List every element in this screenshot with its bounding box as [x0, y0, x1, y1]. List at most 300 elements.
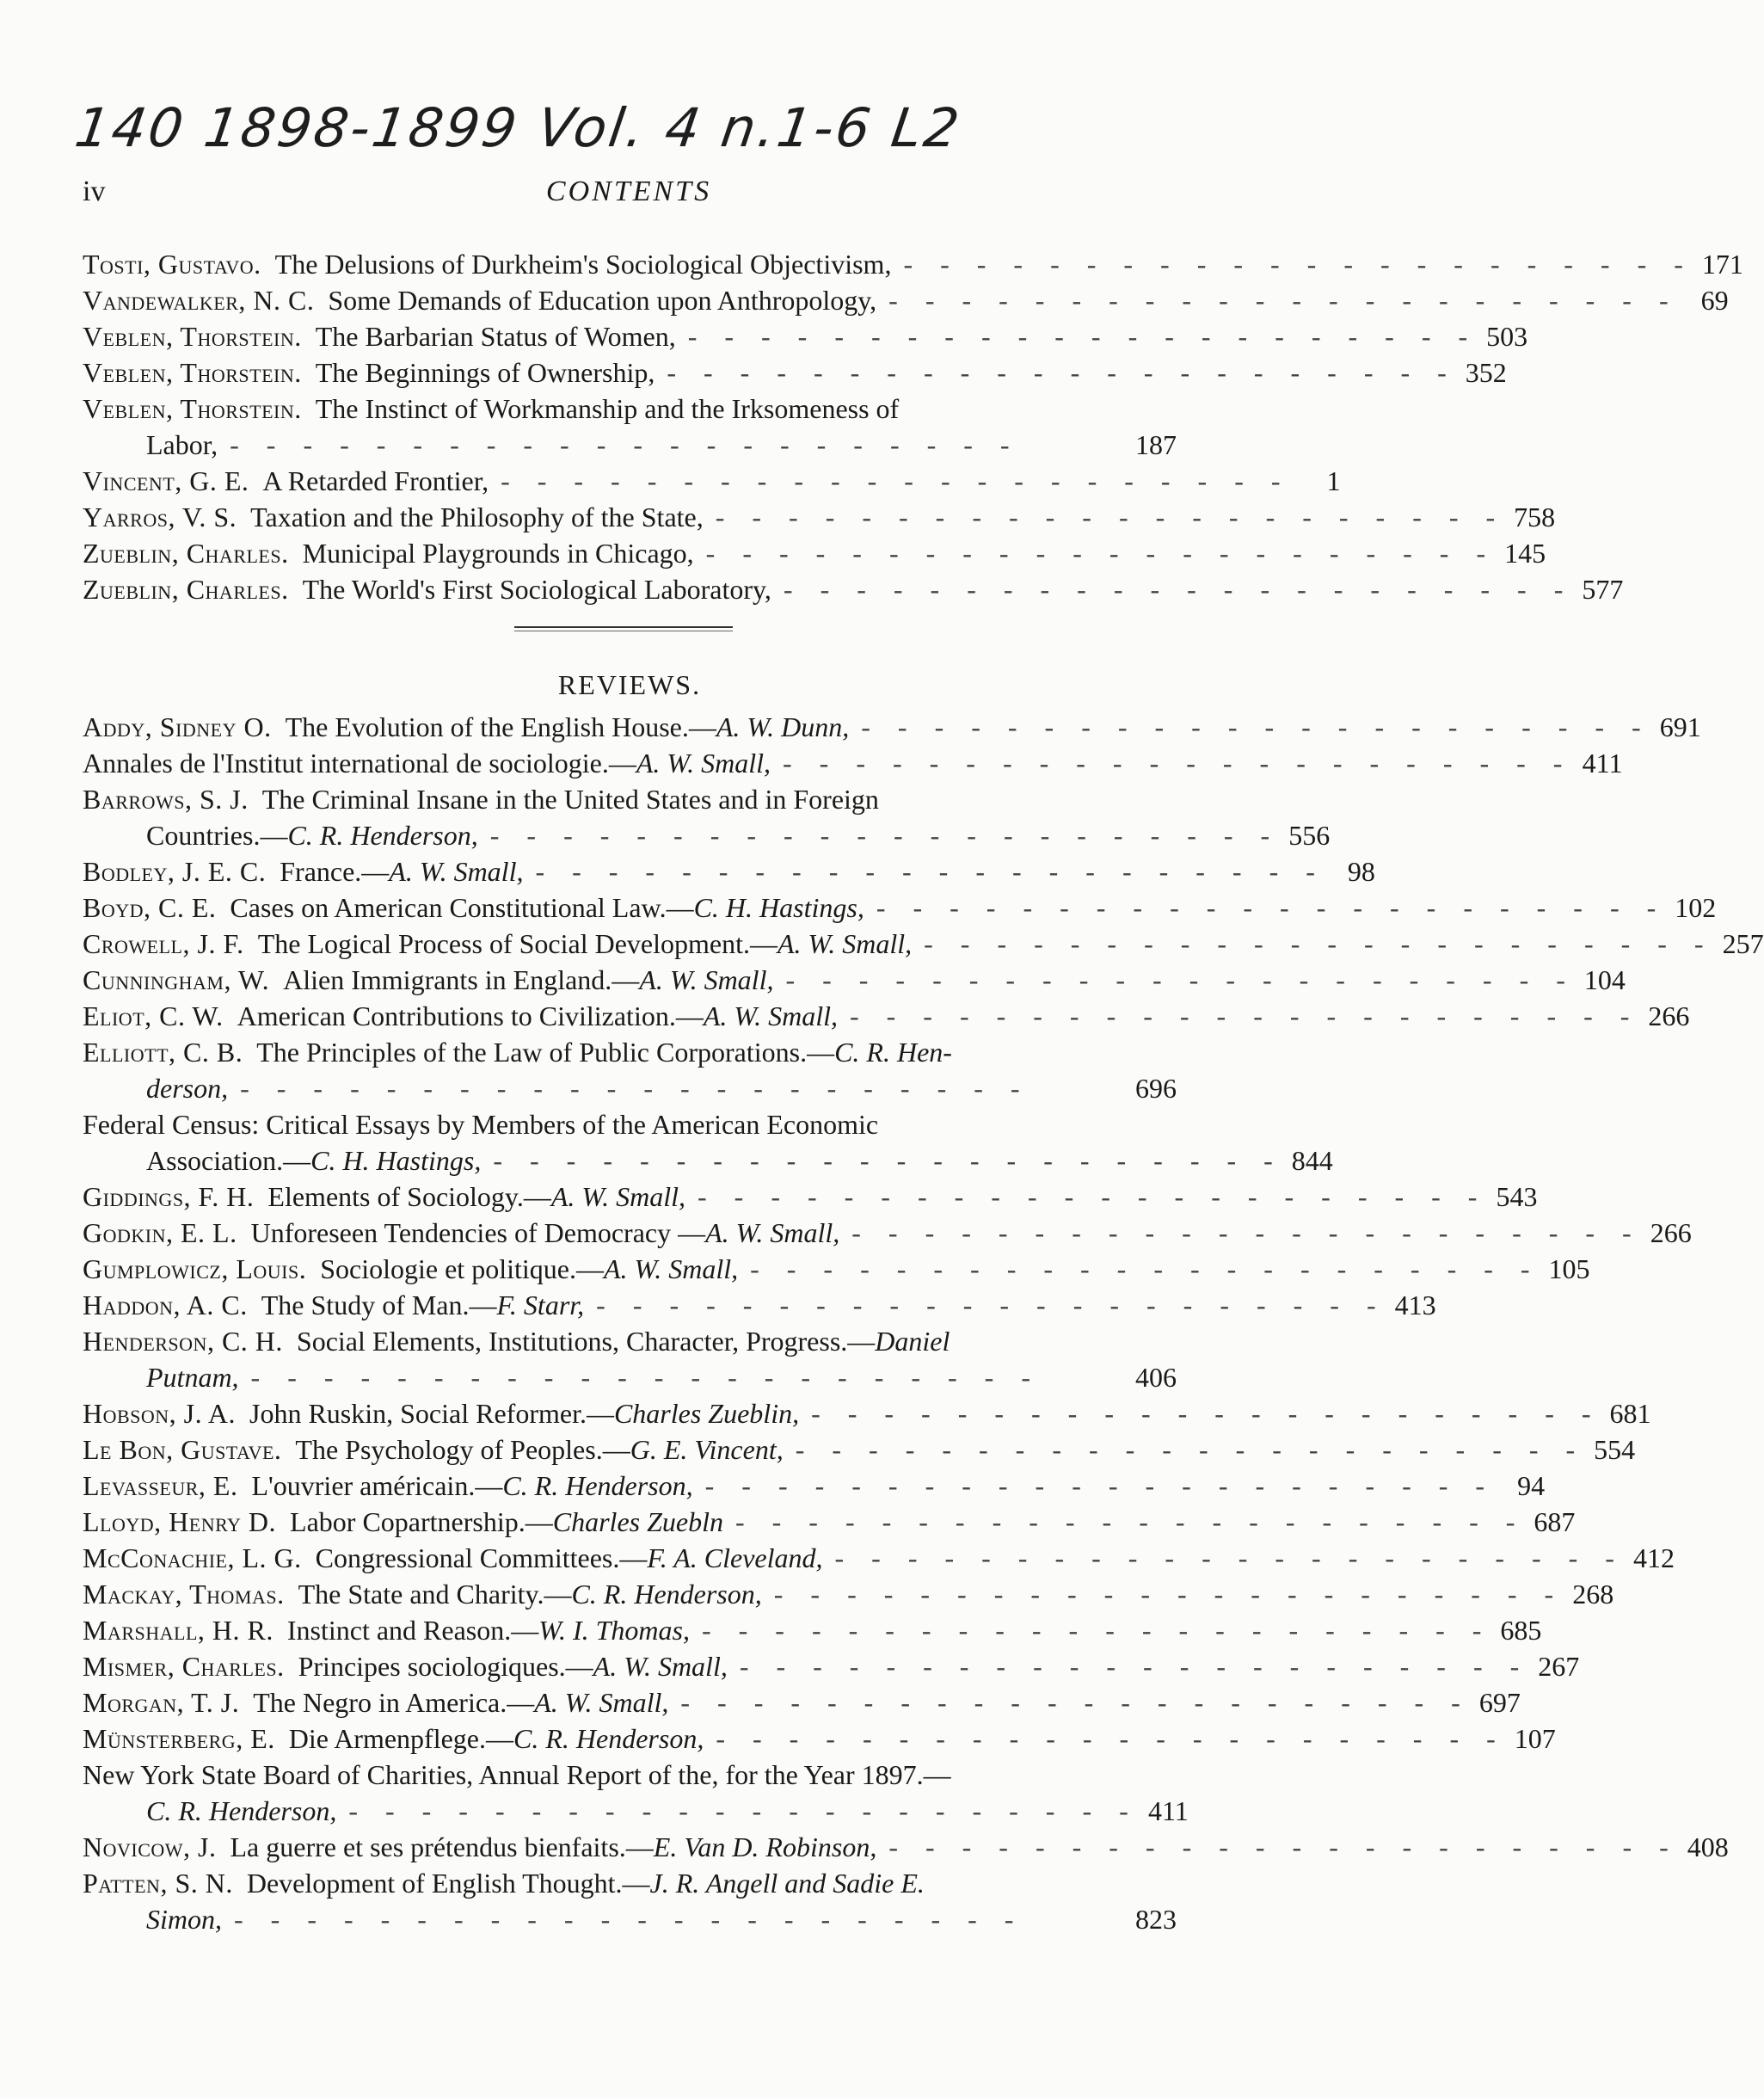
- dot-leader: [523, 853, 1314, 889]
- review-entry: [83, 926, 1764, 962]
- review-text: [83, 1684, 668, 1720]
- dot-leader: [771, 571, 1563, 607]
- entry-title: L'ouvrier américain.—: [251, 1470, 503, 1501]
- reviewer-name: C. R. Henderson,: [513, 1723, 704, 1754]
- page-reference: 411: [1582, 748, 1623, 779]
- review-text: [83, 745, 771, 781]
- page-reference: 266: [1648, 1000, 1690, 1031]
- dot-leader: [838, 998, 1629, 1034]
- review-text: [83, 1215, 839, 1251]
- page-title: CONTENTS: [545, 175, 712, 207]
- article-text: [83, 354, 655, 391]
- entry-title: Taxation and the Philosophy of the State,: [250, 502, 704, 532]
- article-line: [83, 499, 1556, 535]
- entry-title: John Ruskin, Social Reformer.—: [249, 1398, 614, 1429]
- page-reference: 696: [1135, 1073, 1177, 1104]
- dot-leader: [849, 709, 1640, 745]
- author-name: Zueblin, Charles.: [83, 574, 289, 605]
- review-text: [83, 1576, 762, 1612]
- review-entry: [83, 1865, 1177, 1937]
- review-entry: [83, 1215, 1692, 1251]
- review-line: [83, 709, 1701, 745]
- dot-leader: [799, 1395, 1590, 1431]
- article-text: [83, 535, 694, 571]
- page-reference: 69: [1700, 285, 1729, 316]
- review-continuation: [83, 1142, 1333, 1179]
- author-name: Patten, S. N.: [83, 1868, 233, 1899]
- review-text: [83, 1612, 690, 1648]
- page-number: iv: [83, 175, 106, 207]
- article-entry: [83, 354, 1507, 391]
- review-line: [83, 1540, 1675, 1576]
- reviewer-name-cont: Putnam,: [146, 1362, 239, 1393]
- article-text: [83, 571, 771, 607]
- review-text: [146, 1142, 481, 1179]
- review-line: [83, 926, 1764, 962]
- review-entry: [83, 1323, 1177, 1395]
- author-name: Veblen, Thorstein.: [83, 357, 302, 388]
- review-line: [83, 1179, 1538, 1215]
- page-reference: 823: [1135, 1904, 1177, 1935]
- review-entry: [83, 889, 1717, 926]
- review-entry: [83, 853, 1375, 889]
- page-reference: 408: [1687, 1831, 1729, 1862]
- dot-leader: [771, 745, 1562, 781]
- article-continuation: [83, 427, 1177, 463]
- reviewer-name: F. A. Cleveland,: [647, 1542, 823, 1573]
- page-reference: 266: [1650, 1217, 1692, 1248]
- page-reference: 413: [1394, 1290, 1436, 1320]
- review-line: [83, 998, 1690, 1034]
- dot-leader: [823, 1540, 1614, 1576]
- entry-title: Some Demands of Education upon Anthropology,: [328, 285, 877, 316]
- author-name: Veblen, Thorstein.: [83, 321, 302, 352]
- article-line: [83, 391, 1177, 427]
- article-entry: [83, 463, 1341, 499]
- review-line: [83, 1720, 1556, 1757]
- dot-leader: [481, 1142, 1272, 1179]
- reviewer-name: W. I. Thomas,: [538, 1615, 690, 1646]
- entry-title: La guerre et ses prétendus bienfaits.—: [230, 1831, 654, 1862]
- review-text: [83, 1468, 693, 1504]
- page-reference: 681: [1609, 1398, 1651, 1429]
- article-line: [83, 535, 1546, 571]
- review-line: [83, 745, 1623, 781]
- review-entry: [83, 998, 1690, 1034]
- review-line: [83, 1576, 1614, 1612]
- review-entry: [83, 1829, 1729, 1865]
- author-name: Cunningham, W.: [83, 964, 270, 995]
- dot-leader: [839, 1215, 1631, 1251]
- dot-leader: [228, 1070, 1116, 1106]
- page-reference: 267: [1538, 1651, 1580, 1682]
- review-text: [83, 1251, 738, 1287]
- author-name: Mismer, Charles.: [83, 1651, 285, 1682]
- review-line: [83, 1395, 1651, 1431]
- review-entry: [83, 1648, 1580, 1684]
- dot-leader: [690, 1612, 1481, 1648]
- review-line: [83, 1034, 1177, 1070]
- review-text: [83, 1431, 784, 1468]
- page-reference: 98: [1347, 856, 1375, 887]
- review-text: [83, 889, 864, 926]
- review-text: [146, 1901, 222, 1937]
- page-reference: 691: [1659, 711, 1701, 742]
- page-reference: 171: [1701, 249, 1743, 280]
- reviewer-name: A. W. Small,: [389, 856, 524, 887]
- review-entry: [83, 1684, 1521, 1720]
- entry-title: Alien Immigrants in England.—: [283, 964, 640, 995]
- review-continuation: [83, 1359, 1177, 1395]
- dot-leader: [336, 1793, 1128, 1829]
- review-line: [83, 1106, 1177, 1142]
- page-reference: 187: [1135, 429, 1177, 460]
- article-entry: [83, 282, 1729, 318]
- entry-title: A Retarded Frontier,: [262, 465, 489, 496]
- author-name: Tosti, Gustavo.: [83, 249, 261, 280]
- dot-leader: [773, 962, 1564, 998]
- entry-title: The Instinct of Workmanship and the Irksomeness of: [315, 393, 900, 424]
- entry-title: The Delusions of Durkheim's Sociological Objectivism,: [274, 249, 892, 280]
- review-entry: [83, 1468, 1546, 1504]
- review-line: [83, 1757, 1177, 1793]
- review-entry: [83, 709, 1701, 745]
- entry-title-cont: Association.—: [146, 1145, 311, 1176]
- reviewer-name: A. W. Small,: [705, 1217, 840, 1248]
- entry-title: Elements of Sociology.—: [267, 1181, 551, 1212]
- entry-title: New York State Board of Charities, Annual Report of the, for the Year 1897.—: [83, 1759, 951, 1790]
- reviewer-name: A. W. Small,: [777, 928, 913, 959]
- review-text: [146, 1359, 239, 1395]
- review-entry: [83, 1287, 1436, 1323]
- dot-leader: [864, 889, 1656, 926]
- review-continuation: [83, 1901, 1177, 1937]
- reviewer-name: E. Van D. Robinson,: [653, 1831, 877, 1862]
- page-reference: 352: [1465, 357, 1507, 388]
- review-text: [83, 853, 523, 889]
- review-entry: [83, 1720, 1556, 1757]
- review-entry: [83, 1034, 1177, 1106]
- review-text: [83, 1829, 876, 1865]
- article-line: [83, 354, 1507, 391]
- author-name: Yarros, V. S.: [83, 502, 237, 532]
- author-name: Boyd, C. E.: [83, 892, 217, 923]
- review-line: [83, 1865, 1177, 1901]
- article-entry: [83, 535, 1546, 571]
- author-name: Zueblin, Charles.: [83, 538, 289, 569]
- article-entry: [83, 499, 1556, 535]
- review-entry: [83, 1395, 1651, 1431]
- reviewer-name: F. Starr,: [496, 1290, 585, 1320]
- page-reference: 844: [1291, 1145, 1333, 1176]
- reviewer-name: A. W. Small,: [636, 748, 771, 779]
- article-entry: [83, 318, 1528, 354]
- dot-leader: [489, 463, 1280, 499]
- author-name: Levasseur, E.: [83, 1470, 238, 1501]
- page-reference: 687: [1534, 1506, 1576, 1537]
- entry-title-cont: Countries.—: [146, 820, 288, 851]
- review-entry: [83, 1576, 1614, 1612]
- review-text: [146, 1070, 228, 1106]
- page-reference: 503: [1486, 321, 1528, 352]
- author-name: Henderson, C. H.: [83, 1326, 283, 1357]
- review-line: [83, 889, 1717, 926]
- author-name: Vandewalker, N. C.: [83, 285, 315, 316]
- entry-title: Cases on American Constitutional Law.—: [230, 892, 694, 923]
- page-reference: 412: [1632, 1542, 1675, 1573]
- reviewer-name: G. E. Vincent,: [630, 1434, 784, 1465]
- entry-title: The Study of Man.—: [261, 1290, 497, 1320]
- page-reference: 406: [1135, 1362, 1177, 1393]
- review-entry: [83, 1504, 1576, 1540]
- entry-title: Labor Copartnership.—: [290, 1506, 553, 1537]
- reviews-list: [83, 709, 1764, 1937]
- review-line: [83, 962, 1626, 998]
- article-text: [83, 499, 704, 535]
- review-line: [83, 1504, 1576, 1540]
- author-name: Gumplowicz, Louis.: [83, 1253, 307, 1284]
- article-line: [83, 318, 1528, 354]
- review-text: [83, 1648, 728, 1684]
- page-reference: 145: [1504, 538, 1546, 569]
- author-name: Addy, Sidney O.: [83, 711, 272, 742]
- entry-title: Sociologie et politique.—: [320, 1253, 604, 1284]
- page-reference: 556: [1288, 820, 1331, 851]
- article-entry: [83, 246, 1743, 282]
- review-text: [83, 1504, 723, 1540]
- dot-leader: [676, 318, 1467, 354]
- reviewer-name: C. H. Hastings,: [310, 1145, 482, 1176]
- entry-title: The Principles of the Law of Public Corporations.—: [256, 1037, 835, 1068]
- reviewer-name: A. W. Small,: [703, 1000, 838, 1031]
- dot-leader: [704, 499, 1495, 535]
- dot-leader: [685, 1179, 1477, 1215]
- review-text: [83, 926, 912, 962]
- reviewer-name: J. R. Angell and Sadie E.: [649, 1868, 925, 1899]
- author-name: McConachie, L. G.: [83, 1542, 302, 1573]
- reviewer-name: A. W. Small,: [550, 1181, 685, 1212]
- reviewer-name: A. W. Dunn,: [716, 711, 850, 742]
- author-name: Mackay, Thomas.: [83, 1579, 285, 1610]
- entry-title: Unforeseen Tendencies of Democracy —: [250, 1217, 706, 1248]
- dot-leader: [704, 1720, 1495, 1757]
- reviewer-name: Charles Zueblin,: [613, 1398, 800, 1429]
- review-entry: [83, 1612, 1542, 1648]
- review-text: [83, 1287, 584, 1323]
- review-entry: [83, 1251, 1590, 1287]
- author-name: Le Bon, Gustave.: [83, 1434, 282, 1465]
- dot-leader: [655, 354, 1446, 391]
- page-reference: 685: [1500, 1615, 1542, 1646]
- page-reference: 543: [1496, 1181, 1538, 1212]
- entry-title: Municipal Playgrounds in Chicago,: [302, 538, 694, 569]
- review-line: [83, 1431, 1636, 1468]
- article-entry: [83, 391, 1177, 463]
- page-reference: 107: [1514, 1723, 1556, 1754]
- review-text: [146, 817, 478, 853]
- review-entry: [83, 781, 1331, 853]
- dot-leader: [693, 1468, 1484, 1504]
- entry-title: Principes sociologiques.—: [298, 1651, 593, 1682]
- reviewer-name: A. W. Small,: [534, 1687, 669, 1718]
- review-line: [83, 1612, 1542, 1648]
- entry-title: Congressional Committees.—: [315, 1542, 648, 1573]
- article-line: [83, 282, 1729, 318]
- author-name: Morgan, T. J.: [83, 1687, 240, 1718]
- reviewer-name: A. W. Small,: [639, 964, 774, 995]
- reviewer-name: C. R. Henderson,: [287, 820, 478, 851]
- entry-title: The Psychology of Peoples.—: [295, 1434, 630, 1465]
- review-line: [83, 1251, 1590, 1287]
- entry-title-cont: Labor,: [146, 429, 218, 460]
- dot-leader: [876, 1829, 1668, 1865]
- reviewer-name: C. R. Henderson,: [571, 1579, 762, 1610]
- reviewer-name-cont: derson,: [146, 1073, 229, 1104]
- entry-title: The World's First Sociological Laboratory,: [302, 574, 771, 605]
- dot-leader: [694, 535, 1485, 571]
- review-entry: [83, 745, 1623, 781]
- page-reference: 554: [1594, 1434, 1636, 1465]
- author-name: Novicow, J.: [83, 1831, 217, 1862]
- author-name: Elliott, C. B.: [83, 1037, 243, 1068]
- author-name: Lloyd, Henry D.: [83, 1506, 277, 1537]
- review-text: [83, 1720, 704, 1757]
- entry-title: The Negro in America.—: [253, 1687, 535, 1718]
- reviewer-name: C. R. Henderson,: [502, 1470, 693, 1501]
- review-line: [83, 1323, 1177, 1359]
- entry-title: The State and Charity.—: [298, 1579, 572, 1610]
- reviewer-name: C. H. Hastings,: [693, 892, 864, 923]
- review-entry: [83, 1179, 1538, 1215]
- article-text: [83, 463, 489, 499]
- reviewer-name: C. R. Hen-: [834, 1037, 952, 1068]
- article-text: [146, 427, 218, 463]
- review-line: [83, 1215, 1692, 1251]
- author-name: Veblen, Thorstein.: [83, 393, 302, 424]
- article-text: [83, 282, 876, 318]
- page-reference: 1: [1326, 465, 1341, 496]
- author-name: Eliot, C. W.: [83, 1000, 224, 1031]
- author-name: Münsterberg, E.: [83, 1723, 275, 1754]
- review-text: [83, 998, 838, 1034]
- reviewer-name-cont: Simon,: [146, 1904, 222, 1935]
- entry-title: Federal Census: Critical Essays by Members of the American Economic: [83, 1109, 879, 1140]
- dot-leader: [668, 1684, 1460, 1720]
- author-name: Vincent, G. E.: [83, 465, 249, 496]
- article-entry: [83, 571, 1624, 607]
- review-entry: [83, 1431, 1636, 1468]
- dot-leader: [728, 1648, 1519, 1684]
- page-reference: 104: [1583, 964, 1626, 995]
- article-text: [83, 246, 891, 282]
- entry-title: The Logical Process of Social Development.—: [257, 928, 778, 959]
- entry-title: The Barbarian Status of Women,: [315, 321, 676, 352]
- review-entry: [83, 962, 1626, 998]
- entry-title: Die Armenpflege.—: [288, 1723, 513, 1754]
- dot-leader: [891, 246, 1682, 282]
- entry-title: France.—: [280, 856, 390, 887]
- review-text: [83, 1179, 685, 1215]
- review-line: [83, 1287, 1436, 1323]
- page-reference: 268: [1572, 1579, 1614, 1610]
- section-divider: [514, 626, 733, 628]
- reviewer-name: Daniel: [875, 1326, 950, 1357]
- dot-leader: [723, 1504, 1515, 1540]
- entry-title: The Criminal Insane in the United States and in Foreign: [261, 784, 879, 815]
- dot-leader: [762, 1576, 1553, 1612]
- dot-leader: [584, 1287, 1375, 1323]
- author-name: Giddings, F. H.: [83, 1181, 255, 1212]
- review-line: [83, 1648, 1580, 1684]
- page-header: [83, 175, 1175, 219]
- dot-leader: [876, 282, 1668, 318]
- review-continuation: [83, 1070, 1177, 1106]
- review-line: [83, 1468, 1546, 1504]
- review-entry: [83, 1106, 1333, 1179]
- dot-leader: [478, 817, 1269, 853]
- reviewer-name-cont: C. R. Henderson,: [146, 1795, 337, 1826]
- reviewer-name: Charles Zuebln: [552, 1506, 723, 1537]
- dot-leader: [222, 1901, 1116, 1937]
- reviewer-name: A. W. Small,: [593, 1651, 728, 1682]
- review-continuation: [83, 1793, 1189, 1829]
- author-name: Haddon, A. C.: [83, 1290, 248, 1320]
- articles-list: [83, 246, 1743, 607]
- entry-title: Development of English Thought.—: [246, 1868, 650, 1899]
- page-reference: 577: [1582, 574, 1624, 605]
- review-text: [83, 962, 773, 998]
- entry-title: The Evolution of the English House.—: [285, 711, 716, 742]
- article-text: [83, 318, 676, 354]
- author-name: Barrows, S. J.: [83, 784, 249, 815]
- review-line: [83, 853, 1375, 889]
- review-line: [83, 1829, 1729, 1865]
- entry-title: Annales de l'Institut international de sociologie.—: [83, 748, 636, 779]
- entry-title: American Contributions to Civilization.—: [237, 1000, 704, 1031]
- review-text: [83, 1540, 823, 1576]
- author-name: Marshall, H. R.: [83, 1615, 274, 1646]
- review-text: [83, 709, 849, 745]
- review-line: [83, 1684, 1521, 1720]
- dot-leader: [784, 1431, 1575, 1468]
- page-reference: 257: [1722, 928, 1764, 959]
- page-reference: 411: [1147, 1795, 1189, 1826]
- article-line: [83, 571, 1624, 607]
- author-name: Godkin, E. L.: [83, 1217, 237, 1248]
- dot-leader: [218, 427, 1116, 463]
- review-line: [83, 781, 1177, 817]
- handwritten-call-number: 140 1898-1899 Vol. 4 n.1-6 L2: [71, 96, 966, 159]
- review-text: [146, 1793, 336, 1829]
- review-continuation: [83, 817, 1331, 853]
- page-reference: 102: [1675, 892, 1717, 923]
- page-reference: 105: [1548, 1253, 1590, 1284]
- dot-leader: [738, 1251, 1529, 1287]
- entry-title: Instinct and Reason.—: [286, 1615, 539, 1646]
- author-name: Bodley, J. E. C.: [83, 856, 267, 887]
- page-reference: 697: [1478, 1687, 1521, 1718]
- entry-title: The Beginnings of Ownership,: [315, 357, 655, 388]
- page-reference: 758: [1514, 502, 1556, 532]
- dot-leader: [239, 1359, 1116, 1395]
- author-name: Hobson, J. A.: [83, 1398, 236, 1429]
- entry-title: Social Elements, Institutions, Character, Progress.—: [296, 1326, 876, 1357]
- review-text: [83, 1395, 799, 1431]
- article-line: [83, 463, 1341, 499]
- page-reference: 94: [1517, 1470, 1546, 1501]
- review-entry: [83, 1540, 1675, 1576]
- review-entry: [83, 1757, 1189, 1829]
